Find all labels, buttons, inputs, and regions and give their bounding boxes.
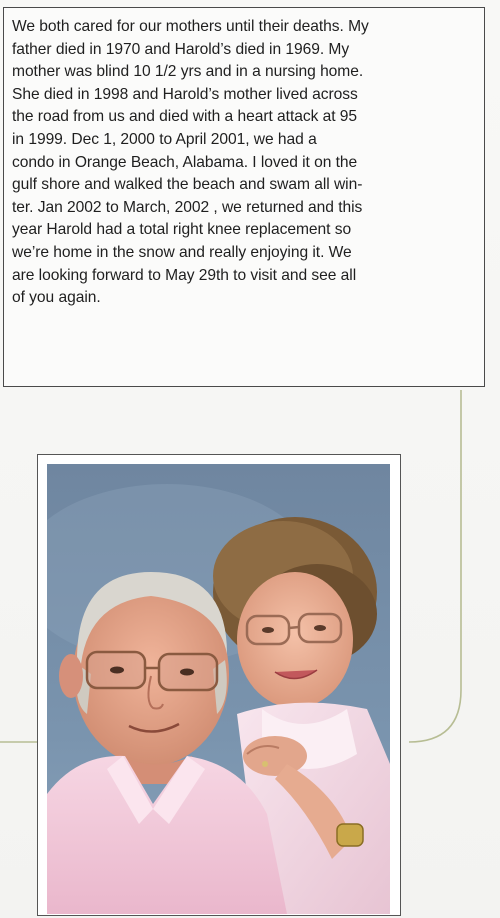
paragraph-line: are looking forward to May 29th to visit and see all xyxy=(12,266,357,284)
paragraph-line: condo in Orange Beach, Alabama. I loved it on the xyxy=(12,153,358,171)
paragraph-line: ter. Jan 2002 to March, 2002 , we returned and this xyxy=(12,198,363,216)
text-box xyxy=(3,7,485,387)
paragraph-line: We both cared for our mothers until their deaths. My xyxy=(12,18,369,35)
paragraph-line: in 1999. Dec 1, 2000 to April 2001, we had a xyxy=(12,130,317,148)
paragraph-line: mother was blind 10 1/2 yrs and in a nursing home. xyxy=(12,63,364,81)
paragraph-line: of you again. xyxy=(12,289,101,307)
paragraph-line: gulf shore and walked the beach and swam all win- xyxy=(12,176,363,194)
photo-frame xyxy=(37,454,401,916)
paragraph-line: we’re home in the snow and really enjoying it. We xyxy=(12,243,352,261)
paragraph-line: father died in 1970 and Harold’s died in 1969. My xyxy=(12,40,350,58)
portrait-photo-icon xyxy=(47,464,390,914)
paragraph-line: year Harold had a total right knee replacement so xyxy=(12,221,352,239)
body-paragraph xyxy=(12,16,476,310)
paragraph-line: She died in 1998 and Harold’s mother lived across xyxy=(12,85,358,103)
paragraph-line: the road from us and died with a heart attack at 95 xyxy=(12,108,358,126)
